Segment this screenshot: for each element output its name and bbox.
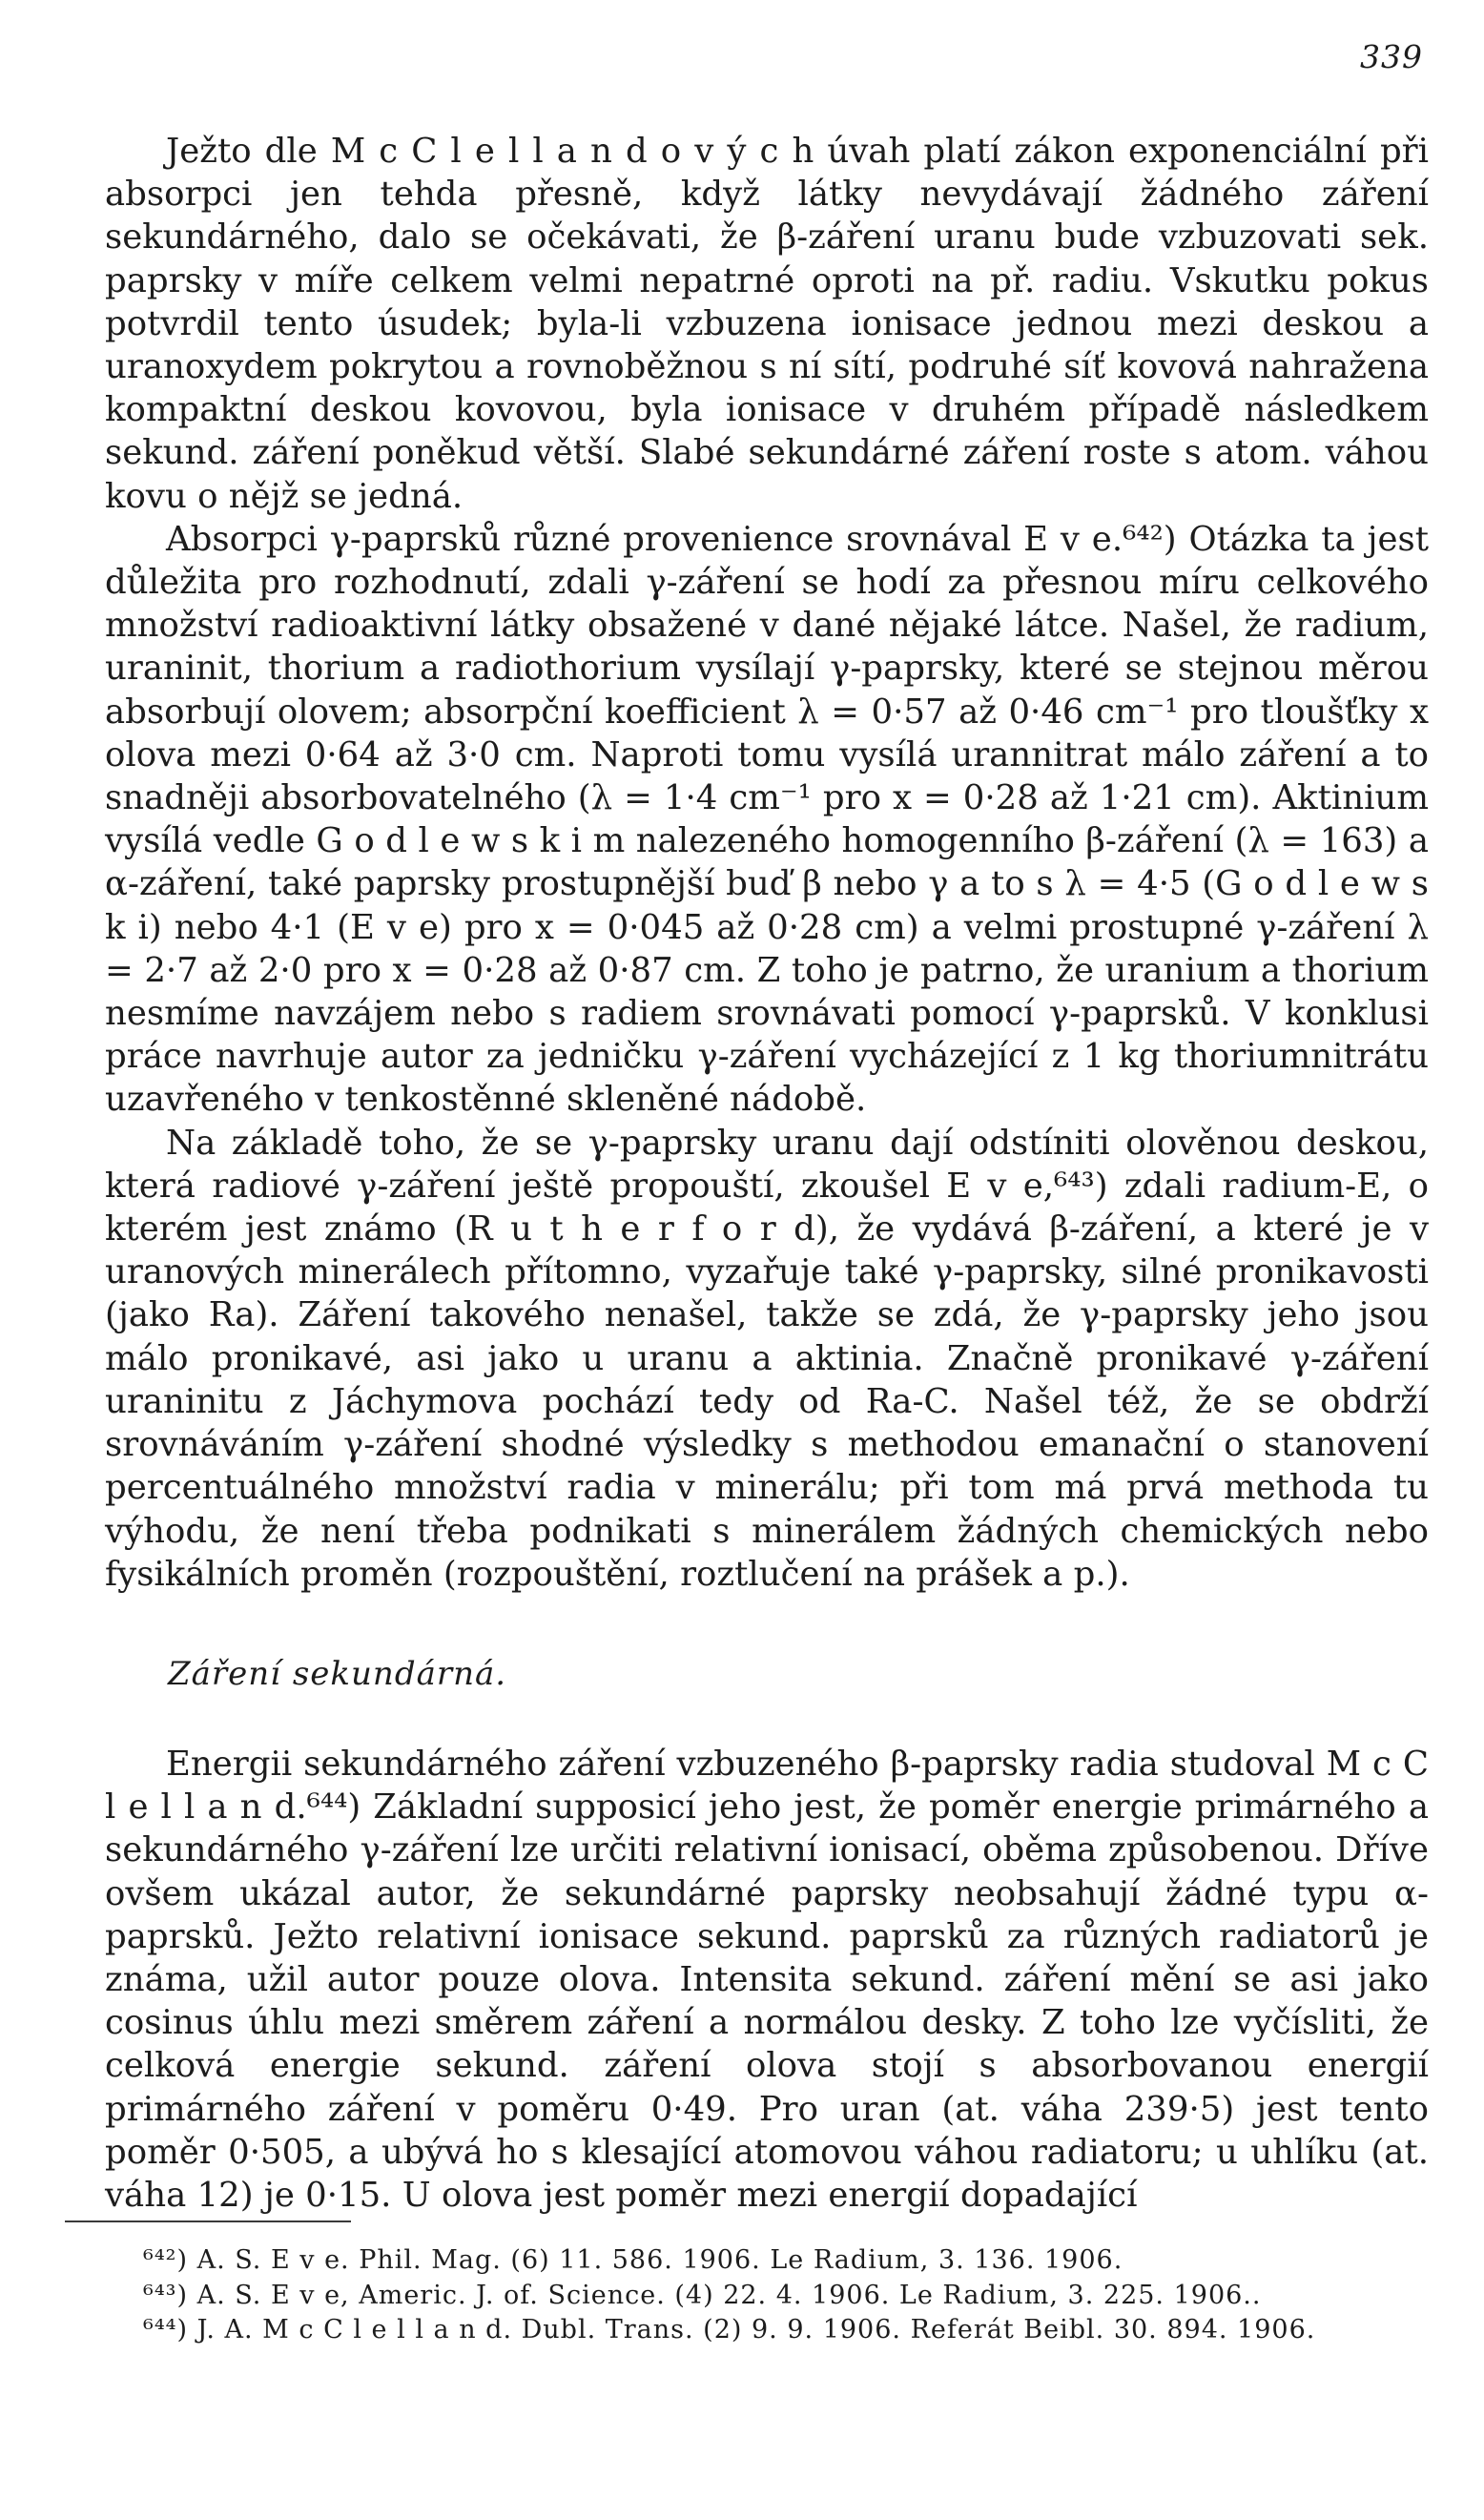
paragraph-eve-gamma-absorption: Absorpci γ-paprsků různé provenience srovnával E v e.⁶⁴²) Otázka ta jest důležita pro rozhodnutí, zdali γ-záření se hodí za přesnou míru celkového množství radioaktivní látky obsažené v dané nějaké látce. Našel, že radium, uraninit, thorium a radiothorium vysílají γ-paprsky, které se stejnou měrou absorbují olovem; absorpční koefficient λ = 0·57 až 0·46 cm⁻¹ pro tloušťky x olova mezi 0·64 až 3·0 cm. Naproti tomu vysílá urannitrat málo záření a to snadněji absorbovatelného (λ = 1·4 cm⁻¹ pro x = 0·28 až 1·21 cm). Aktinium vysílá vedle G o d l e w s k i m nalezeného homogenního β-záření (λ = 163) a α-záření, také paprsky prostupnější buď β nebo γ a to s λ = 4·5 (G o d l e w s k i) nebo 4·1 (E v e) pro x = 0·045 až 0·28 cm) a velmi prostupné γ-záření λ = 2·7 až 2·0 pro x = 0·28 až 0·87 cm. Z toho je patrno, že uranium a thorium nesmíme navzájem nebo s radiem srovnávati pomocí γ-paprsků. V konklusi práce navrhuje autor za jedničku γ-záření vycházející z 1 kg thoriumnitrátu uzavřeného v tenkostěnné skleněné nádobě. (105, 519, 1429, 1120)
footnote-642: ⁶⁴²) A. S. E v e. Phil. Mag. (6) 11. 586. 1906. Le Radium, 3. 136. 1906. (143, 2245, 1123, 2275)
paragraph-secondary-energy: Energii sekundárného záření vzbuzeného β-paprsky radia studoval M c C l e l l a n d.⁶⁴⁴) Základní supposicí jeho jest, že poměr energie primárného a sekundárného γ-záření lze určiti relativní ionisací, oběma způsobenou. Dříve ovšem ukázal autor, že sekundárné paprsky neobsahují žádné typu α-paprsků. Ježto relativní ionisace sekund. paprsků za různých radiatorů je známa, užil autor pouze olova. Intensita sekund. záření mění se asi jako cosinus úhlu mezi směrem záření a normálou desky. Z toho lze vyčísliti, že celková energie sekund. záření olova stojí s absorbovanou energií primárného záření v poměru 0·49. Pro uran (at. váha 239·5) jest tento poměr 0·505, a ubývá ho s klesající atomovou váhou radiatoru; u uhlíku (at. váha 12) je 0·15. U olova jest poměr mezi energií dopadající (105, 1744, 1429, 2215)
footnote-divider (65, 2220, 351, 2222)
footnote-644: ⁶⁴⁴) J. A. M c C l e l l a n d. Dubl. Trans. (2) 9. 9. 1906. Referát Beibl. 30. 894. 1906. (143, 2315, 1316, 2344)
page-number: 339 (1360, 38, 1423, 75)
footnote-643: ⁶⁴³) A. S. E v e, Americ. J. of. Science. (4) 22. 4. 1906. Le Radium, 3. 225. 1906.. (143, 2280, 1262, 2310)
paragraph-mcclelland-absorption: Ježto dle M c C l e l l a n d o v ý c h úvah platí zákon exponenciální při absorpci jen tehda přesně, když látky nevydávají žádného záření sekundárného, dalo se očekávati, že β-záření uranu bude vzbuzovati sek. paprsky v míře celkem velmi nepatrné oproti na př. radiu. Vskutku pokus potvrdil tento úsudek; byla-li vzbuzena ionisace jednou mezi deskou a uranoxydem pokrytou a rovnoběžnou s ní sítí, podruhé síť kovová nahražena kompaktní deskou kovovou, byla ionisace v druhém případě následkem sekund. záření poněkud větší. Slabé sekundárné záření roste s atom. váhou kovu o nějž se jedná. (105, 132, 1429, 516)
body-text (105, 130, 1429, 2217)
paragraph-eve-radium-e: Na základě toho, že se γ-paprsky uranu dají odstíniti olověnou deskou, která radiové γ-záření ještě propouští, zkoušel E v e,⁶⁴³) zdali radium-E, o kterém jest známo (R u t h e r f o r d), že vydává β-záření, a které je v uranových minerálech přítomno, vyzařuje také γ-paprsky, silné pronikavosti (jako Ra). Záření takového nenašel, takže se zdá, že γ-paprsky jeho jsou málo pronikavé, asi jako u uranu a aktinia. Značně pronikavé γ-záření uraninitu z Jáchymova pochází tedy od Ra-C. Našel též, že se obdrží srovnáváním γ-záření shodné výsledky s methodou emanační o stanovení percentuálného množství radia v minerálu; při tom má prvá methoda tu výhodu, že není třeba podnikati s minerálem žádných chemických nebo fysikálních proměn (rozpouštění, roztlučení na prášek a p.). (105, 1123, 1429, 1594)
section-heading: Záření sekundárná. (168, 1654, 507, 1693)
footnotes (143, 2243, 1431, 2348)
